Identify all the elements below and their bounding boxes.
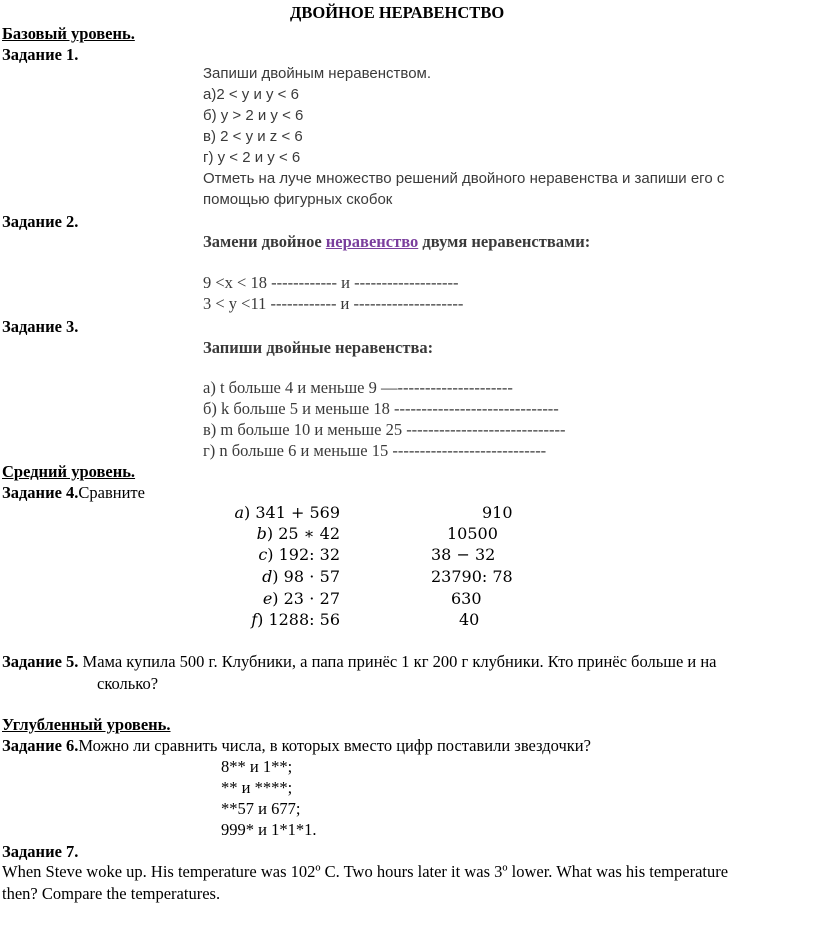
task7-label: Задание 7. bbox=[2, 842, 79, 861]
task6-item: 8** и 1**; bbox=[221, 757, 293, 776]
task7-text-line1: When Steve woke up. His temperature was 102º C. Two hours later it was 3º lower. What was his temperature bbox=[2, 862, 729, 881]
task5-text: Мама купила 500 г. Клубники, а папа принёс 1 кг 200 г клубники. Кто принёс больше и на bbox=[78, 652, 717, 671]
task5-line1 bbox=[2, 652, 717, 672]
task3-instruction: Запиши двойные неравенства: bbox=[203, 338, 434, 357]
task2-item: 3 < y <11 ------------ и -------------------- bbox=[203, 294, 464, 313]
task1-label: Задание 1. bbox=[2, 45, 79, 64]
comparison-right: 910 bbox=[482, 503, 513, 522]
task5-label: Задание 5. bbox=[2, 652, 79, 671]
comparison-right: 38 − 32 bbox=[431, 545, 496, 564]
task2-instruction-before: Замени двойное bbox=[203, 232, 326, 251]
task2-item: 9 <x < 18 ------------ и ------------------- bbox=[203, 273, 459, 292]
advanced-level-heading: Углубленный уровень. bbox=[2, 715, 171, 734]
task6-text: Можно ли сравнить числа, в которых вместо цифр поставили звездочки? bbox=[78, 736, 591, 755]
task2-label: Задание 2. bbox=[2, 212, 79, 231]
comparison-left: 𝑑) 98 ⋅ 57 bbox=[262, 567, 340, 586]
middle-level-heading: Средний уровень. bbox=[2, 462, 136, 481]
task3-item: а) t больше 4 и меньше 9 —--------------------- bbox=[203, 378, 513, 397]
inequality-link[interactable]: неравенство bbox=[325, 232, 419, 251]
comparison-right: 630 bbox=[451, 589, 482, 608]
task6-item: ** и ****; bbox=[221, 778, 293, 797]
task3-item: б) k больше 5 и меньше 18 ------------------------------ bbox=[203, 399, 559, 418]
comparison-left: 𝑓) 1288: 56 bbox=[251, 610, 340, 629]
task2-instruction-after: двумя неравенствами: bbox=[418, 232, 591, 251]
comparison-right: 40 bbox=[459, 610, 480, 629]
task1-item: в) 2 < y и z < 6 bbox=[203, 128, 303, 145]
task6-item: 999* и 1*1*1. bbox=[221, 820, 317, 839]
task1-item: г) y < 2 и y < 6 bbox=[203, 149, 301, 166]
comparison-right: 10500 bbox=[447, 524, 498, 543]
comparison-left: 𝑎) 341 + 569 bbox=[234, 503, 340, 522]
task7-text-line2: then? Compare the temperatures. bbox=[2, 884, 221, 903]
task6-label: Задание 6. bbox=[2, 736, 79, 755]
task1-note-line1: Отметь на луче множество решений двойного неравенства и запиши его с bbox=[203, 170, 725, 187]
task4-line bbox=[2, 483, 145, 503]
comparison-left: 𝑒) 23 ⋅ 27 bbox=[262, 589, 340, 608]
task3-item: г) n больше 6 и меньше 15 ---------------------------- bbox=[203, 441, 547, 460]
task5-line2: сколько? bbox=[97, 674, 159, 693]
comparison-list bbox=[200, 503, 520, 633]
task6-line bbox=[2, 736, 591, 756]
comparison-right: 23790: 78 bbox=[431, 567, 513, 586]
page-title: ДВОЙНОЕ НЕРАВЕНСТВО bbox=[290, 3, 505, 22]
task4-text: Сравните bbox=[78, 483, 145, 502]
task1-item: б) y > 2 и y < 6 bbox=[203, 107, 304, 124]
task1-instruction: Запиши двойным неравенством. bbox=[203, 65, 432, 82]
task2-instruction bbox=[203, 232, 590, 252]
task3-item: в) m больше 10 и меньше 25 ----------------------------- bbox=[203, 420, 566, 439]
comparison-left: 𝑏) 25 ∗ 42 bbox=[256, 524, 340, 543]
basic-level-heading: Базовый уровень. bbox=[2, 24, 135, 43]
comparison-left: 𝑐) 192: 32 bbox=[258, 545, 340, 564]
task4-label: Задание 4. bbox=[2, 483, 79, 502]
task1-item: а)2 < y и y < 6 bbox=[203, 86, 299, 103]
task1-note-line2: помощью фигурных скобок bbox=[203, 191, 393, 208]
task3-label: Задание 3. bbox=[2, 317, 79, 336]
task6-item: **57 и 677; bbox=[221, 799, 301, 818]
